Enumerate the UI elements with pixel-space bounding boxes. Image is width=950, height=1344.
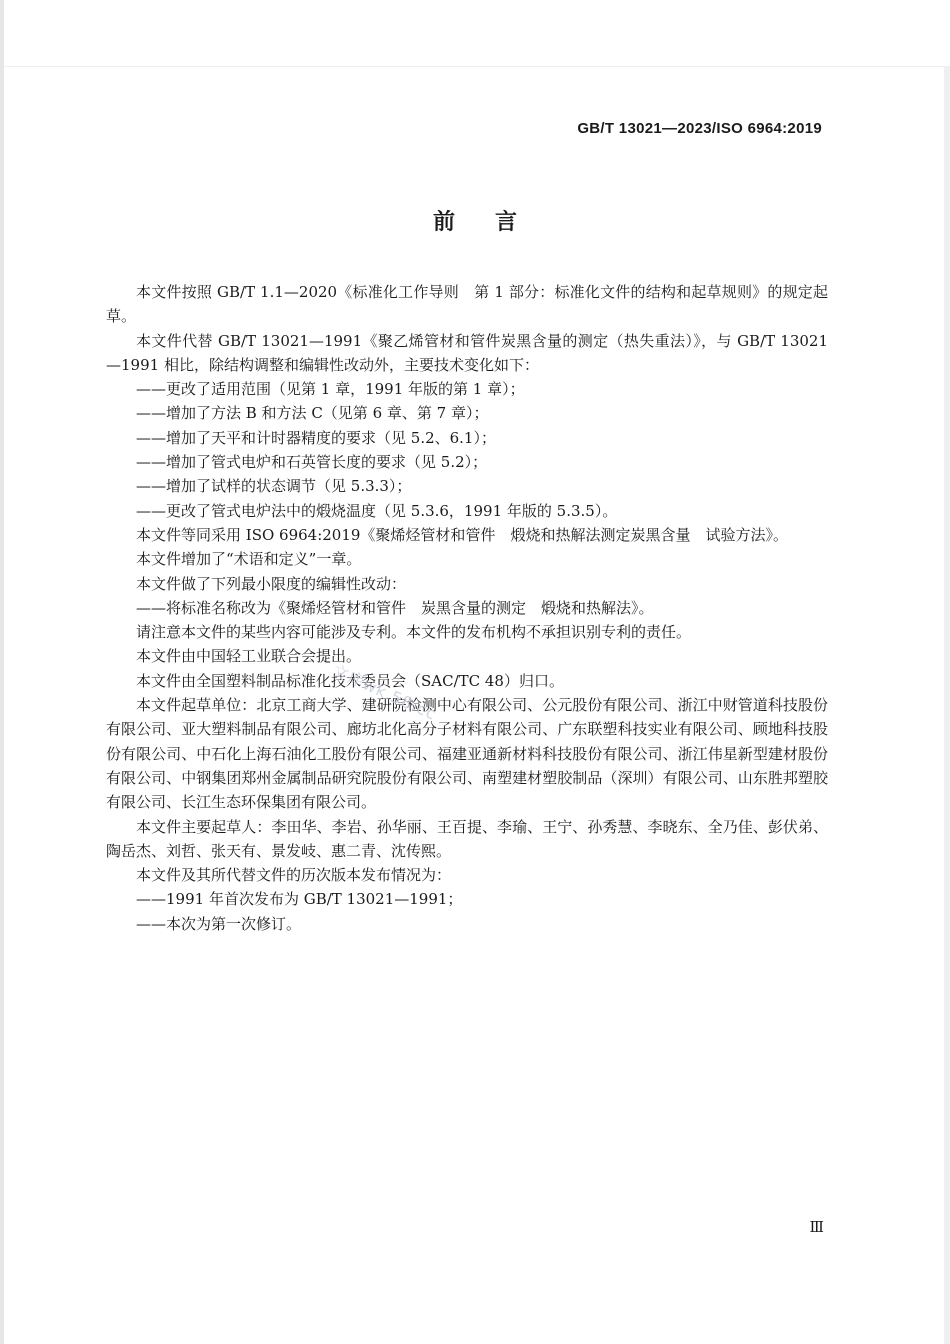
paragraph: 本文件由全国塑料制品标准化技术委员会（SAC/TC 48）归口。 — [136, 671, 564, 690]
list-item: ——本次为第一次修订。 — [136, 914, 302, 933]
list-item: ——1991 年首次发布为 GB/T 13021—1991； — [136, 890, 463, 909]
scan-right-edge — [944, 66, 950, 1344]
paragraph: 本文件增加了“术语和定义”一章。 — [136, 550, 362, 569]
list-item: ——增加了管式电炉和石英管长度的要求（见 5.2）； — [136, 453, 488, 472]
list-item: ——增加了方法 B 和方法 C（见第 6 章、第 7 章）； — [136, 404, 489, 423]
paragraph: 本文件代替 GB/T 13021—1991《聚乙烯管材和管件炭黑含量的测定（热失重法）》，与 GB/T 13021—1991 相比，除结构调整和编辑性改动外，主要技术变化如下： — [106, 331, 828, 374]
standard-code: GB/T 13021—2023/ISO 6964:2019 — [577, 120, 822, 137]
document-body — [106, 280, 828, 936]
paragraph: 本文件主要起草人：李田华、李岩、孙华丽、王百提、李瑜、王宁、孙秀慧、李晓东、全乃佳、彭伏弟、陶岳杰、刘哲、张天有、景发岐、惠二青、沈传熙。 — [106, 817, 828, 860]
scan-left-edge — [0, 0, 4, 1344]
page-number: Ⅲ — [809, 1218, 824, 1236]
list-item: ——增加了天平和计时器精度的要求（见 5.2、6.1）； — [136, 428, 496, 447]
scan-top-margin — [0, 0, 950, 67]
list-item: ——更改了适用范围（见第 1 章，1991 年版的第 1 章）； — [136, 380, 525, 399]
page-title: 前言 — [432, 210, 557, 235]
list-item: ——更改了管式电炉法中的煅烧温度（见 5.3.6，1991 年版的 5.3.5）。 — [136, 501, 618, 520]
paragraph: 本文件起草单位：北京工商大学、建研院检测中心有限公司、公元股份有限公司、浙江中财管道科技股份有限公司、亚大塑料制品有限公司、廊坊北化高分子材料有限公司、广东联塑科技实业有限公司、顾地科技股份有限公司、中石化上海石油化工股份有限公司、福建亚通新材料科技股份有限公司、浙江伟星新型建材股份有限公司、中钢集团郑州金属制品研究院股份有限公司、南塑建材塑胶制品（深圳）有限公司、山东胜邦塑胶有限公司、长江生态环保集团有限公司。 — [106, 696, 828, 812]
paragraph: 请注意本文件的某些内容可能涉及专利。本文件的发布机构不承担识别专利的责任。 — [136, 623, 692, 642]
paragraph: 本文件及其所代替文件的历次版本发布情况为： — [136, 866, 452, 885]
paragraph: 本文件等同采用 ISO 6964:2019《聚烯烃管材和管件 煅烧和热解法测定炭黑含量 试验方法》。 — [136, 525, 788, 544]
watermark: 文库wk.58.cc — [329, 660, 440, 724]
list-item: ——增加了试样的状态调节（见 5.3.3）； — [136, 477, 412, 496]
paragraph: 本文件做了下列最小限度的编辑性改动： — [136, 574, 407, 593]
list-item: ——将标准名称改为《聚烯烃管材和管件 炭黑含量的测定 煅烧和热解法》。 — [136, 598, 654, 617]
paragraph: 本文件按照 GB/T 1.1—2020《标准化工作导则 第 1 部分：标准化文件的结构和起草规则》的规定起草。 — [106, 283, 828, 326]
paragraph: 本文件由中国轻工业联合会提出。 — [136, 647, 362, 666]
